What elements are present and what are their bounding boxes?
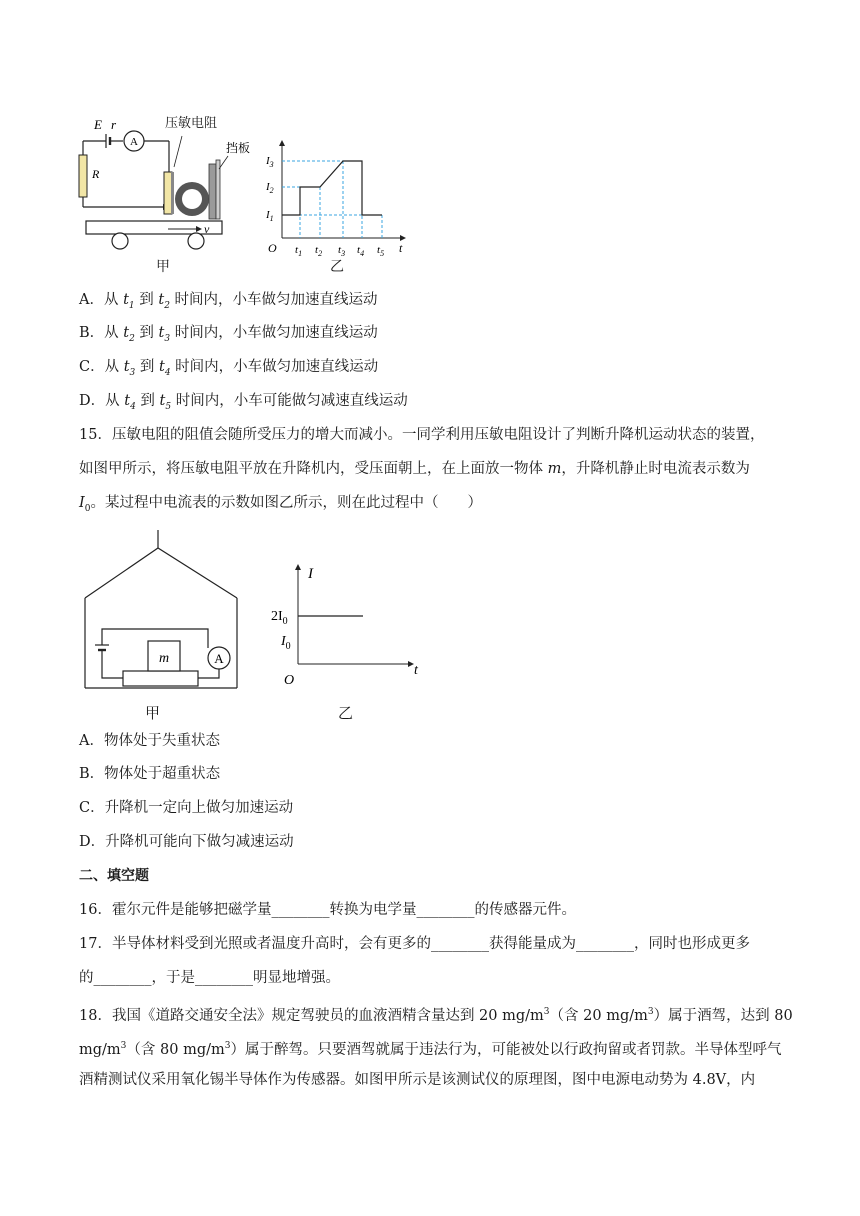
svg-text:t3: $t_3$ [338,244,346,258]
graph-14-y-ticks [265,155,274,223]
svg-text:t1: $t_1$ [295,244,303,258]
svg-text:挡板: 挡板 [226,141,251,155]
q18-line3: 酒精测试仪采用氧化锡半导体作为传感器。如图甲所示是该测试仪的原理图，图中电源电动势为 4.8V，内 [79,1072,756,1088]
svg-text:v: v [204,222,210,236]
figure-15-graph [268,560,428,690]
svg-text:O: O [284,673,295,688]
section-title-fill-in: 二、填空题 [79,868,149,884]
svg-text:r: r [111,117,117,132]
figure-14-label-sensor: 压敏电阻 [165,116,218,131]
figure-14-caption-right: 乙 [330,259,344,275]
svg-text:E: E [94,117,102,132]
figure-14-caption-left: 甲 [156,259,170,275]
svg-text:2I0: $2I_0$ [271,609,288,627]
svg-text:O: O [268,241,277,255]
svg-text:R: R [92,167,100,181]
q17-line1: 17．半导体材料受到光照或者温度升高时，会有更多的________获得能量成为________，同时也形成更多 [79,936,750,952]
svg-text:I2: $I_2$ [266,181,274,195]
svg-text:I0: $I_0$ [281,634,291,652]
q17-line2: 的________，于是________明显地增强。 [79,970,340,986]
svg-text:I1: $I_1$ [266,209,274,223]
figure-14-circuit [78,112,253,272]
q15-stem-line1: 15．压敏电阻的阻值会随所受压力的增大而减小。一同学利用压敏电阻设计了判断升降机运动状态的装置， [79,427,765,443]
svg-text:A: A [214,651,224,666]
q18-line1: 18．我国《道路交通安全法》规定驾驶员的血液酒精含量达到 20 $mg/m^3$（含 20 $mg/m^3$）属于酒驾，达到 80 [79,1007,793,1024]
figure-15-caption-right: 乙 [338,704,354,722]
q15-option-a: A．物体处于失重状态 [79,733,220,749]
q15-stem-line2: 如图甲所示，将压敏电阻平放在升降机内，受压面朝上，在上面放一物体 m，升降机静止时电流表示数为 [79,461,750,477]
svg-text:I3: $I_3$ [266,155,274,169]
q15-stem-line3: $I_0$。某过程中电流表的示数如图乙所示，则在此过程中（ ） [79,495,482,514]
figure-15-elevator [80,530,242,694]
figure-15-caption-left: 甲 [145,704,161,722]
svg-text:t2: $t_2$ [315,244,323,258]
svg-text:t: t [414,663,418,678]
q14-option-d: D．从 $t_4$ 到 $t_5$ 时间内，小车可能做匀减速直线运动 [79,393,408,412]
figure-14-graph [262,140,412,260]
svg-text:A: A [130,136,138,148]
svg-text:t5: $t_5$ [377,244,385,258]
q14-option-c: C．从 $t_3$ 到 $t_4$ 时间内，小车做匀加速直线运动 [79,359,379,378]
q15-option-b: B．物体处于超重状态 [79,766,221,782]
svg-text:t: t [399,241,403,255]
q15-option-c: C．升降机一定向上做匀加速运动 [79,800,294,816]
q18-line2: $mg/m^3$（含 80 $mg/m^3$）属于醉驾。只要酒驾就属于违法行为，可能被处以行政拘留或者罚款。半导体型呼气 [79,1041,782,1058]
q14-option-b: B．从 $t_2$ 到 $t_3$ 时间内，小车做匀加速直线运动 [79,325,378,344]
q14-option-a: A．从 $t_1$ 到 $t_2$ 时间内，小车做匀加速直线运动 [79,292,378,311]
q16-text: 16．霍尔元件是能够把磁学量________转换为电学量________的传感器元件。 [79,902,576,918]
q15-option-d: D．升降机可能向下做匀减速运动 [79,834,294,850]
svg-text:m: m [158,651,170,666]
svg-text:I: I [308,566,313,582]
svg-text:t4: $t_4$ [357,244,365,258]
